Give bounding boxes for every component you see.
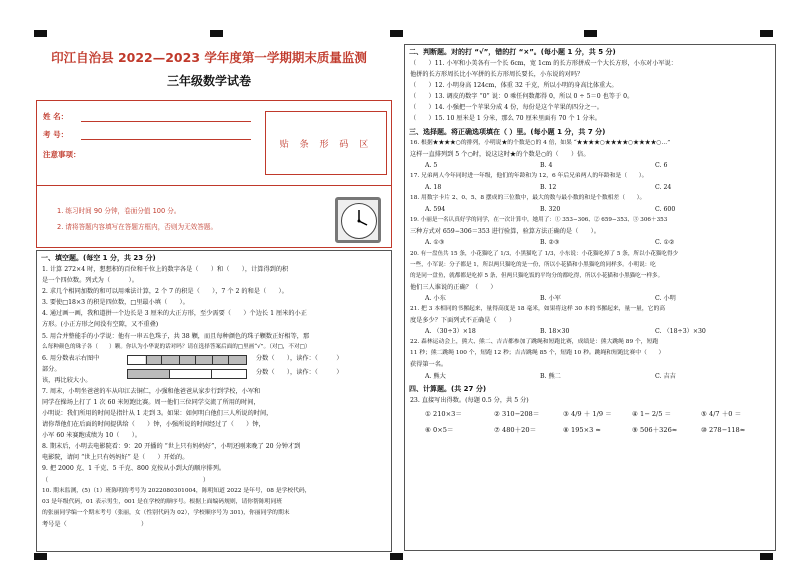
option-a: A. 5: [425, 161, 438, 169]
calc-item: ① 210×3＝: [425, 409, 462, 418]
calc-row-2: [425, 422, 770, 438]
choice-line: 16. 根据★★★★○的排列，小明说★的个数是○的 4 倍，如果 “★★★★○★★★★○★★★★○…”: [410, 139, 671, 146]
judge-line: （ ）13. 调皮的数字 “0” 说：0 乘任何数都得 0，所以 0 ÷ 5＝0 也等于 0。: [410, 93, 634, 101]
choice-line: 17. 兄弟两人今年同时进一年级，他们的年龄和为 12，6 年后兄弟两人的年龄和是（ ）。: [410, 172, 648, 179]
choice-line: 18. 用数字卡片 2、0、5、8 摆成的三位数中，最大的数与最小数的和是个数相差（ ）。: [410, 195, 646, 202]
choice-line: 三种方式对 659−306＝353 进行验算，验算方法正确的是（ ）。: [410, 228, 600, 236]
question-line: 小明说：我们所用的时间是指针从 1 走到 3。如果：如何明白他们三人所说的时间，: [42, 409, 273, 417]
choice-line: 的是同一盘鱼，就都都是吃掉 5 条，但两只猫吃饭的平均分的都吃得，所以小花猫和小黑猫吃一样多。: [410, 272, 664, 279]
notice-2: 2. 请将答题内容填写在答题方框内，否则为无效答题。: [57, 223, 218, 231]
option-c: C. 吉吉: [655, 372, 676, 380]
clock-hands-icon: [342, 204, 376, 238]
option-b: B. 18×30: [540, 328, 570, 336]
clock-image: [335, 197, 381, 243]
question-line: 电影院，请问 “世上只有妈妈好” 是（ ）开始的。: [42, 454, 189, 462]
barcode-area: 贴 条 形 码 区: [265, 111, 387, 175]
id-field[interactable]: [81, 139, 251, 140]
choice-options: [425, 204, 770, 215]
judge-line: （ ）15. 10 厘米是 1 分米，那么 70 厘米里面有 70 个 1 分米。: [410, 115, 601, 123]
fraction-bar-1: [127, 355, 247, 365]
clock-face: [341, 203, 377, 239]
registration-mark: [760, 30, 773, 37]
exam-title: 印江自治县 2022—2023 学年度第一学期期末质量监测: [51, 50, 367, 65]
fraction-bar-2: [127, 369, 247, 379]
choice-line: 20. 有一盘鱼共 15 条，小花猫吃了 1/3，小黑猫吃了 1/3，小东说：小花猫吃掉了 5 条，所以小花猫吃得少: [410, 250, 679, 257]
calc-item: ② 310−208＝: [494, 409, 540, 418]
question-line: 03 是年级代码，01 表示男生，001 是在学校的顺序号。根据上面编码规则，请你帮陈明同班: [42, 498, 283, 505]
option-a: A. 熊大: [425, 372, 446, 380]
registration-mark: [34, 553, 47, 560]
fill-in-section: [36, 250, 392, 552]
option-a: A. ①③: [425, 239, 445, 247]
question-line: 小军 60 米赛跑成绩为 10（ ）。: [42, 432, 141, 440]
option-a: A. 小东: [425, 294, 446, 302]
choice-options: [425, 160, 770, 171]
calc-item: ⑥ 0×5＝: [425, 425, 454, 434]
section-title-judge: 二、判断题。对的打 “√”，错的打 “×”。(每小题 1 分，共 5 分): [409, 48, 616, 56]
question-line: 请你帮他们在后面的时间提供给（ ）钟，小强所说的时间经过了（ ）钟，: [42, 421, 265, 429]
calc-item: ⑩ 278−118≈: [701, 425, 746, 434]
question-line: 部分。: [42, 365, 61, 373]
question-line: 3. 要使□18×3 的积是四位数，□里最小填（ ）。: [42, 299, 189, 307]
question-line: 2. 求几个相同加数的和可以用乘法计算，2 个 7 的积是（ ），7 个 2 的和是（ ）。: [42, 288, 288, 296]
fraction-answer-1: 分数（ ），读作：（ ）: [256, 354, 343, 362]
question-line: 同学在操场上打了 1 次 60 米短跑比赛。周一他们三位同学交流了所用的时间，: [42, 398, 260, 406]
divider: [37, 185, 391, 186]
choice-line: 他们三人谁说的正确？（ ）: [410, 283, 497, 291]
notice-title: 注意事项：: [43, 150, 81, 159]
question-line: 4. 通过画一画，我和道拼一个边长是 3 厘米的大正方形，至少需要（ ）个边长 1 厘米的小正: [42, 310, 307, 318]
option-b: B. 4: [540, 161, 553, 169]
registration-mark: [210, 30, 223, 37]
registration-mark: [390, 553, 403, 560]
option-b: B. 小军: [540, 294, 561, 302]
option-a: A. （30÷3）×18: [425, 328, 476, 336]
calc-row-1: [425, 406, 770, 422]
option-b: B. 320: [540, 206, 561, 214]
right-page: [404, 44, 774, 549]
choice-options: [425, 293, 770, 304]
option-c: C. ①②: [655, 239, 675, 247]
choice-line: 一些，小军说：分子都是 1，所以两只猫吃的是一份，所以小花猫和小黑猫吃的同样多。小明说：吃: [410, 261, 656, 268]
exam-subtitle: 三年级数学试卷: [166, 74, 251, 88]
section-title: 一、填空题。(每空 1 分，共 23 分): [41, 254, 156, 262]
choice-line: 获得第一名。: [410, 361, 448, 369]
calc-item: ⑦ 480＋20＝: [494, 425, 537, 434]
calc-item: ④ 1− 2/5 ＝: [632, 409, 672, 418]
judge-line: （ ）12. 小明身高 124cm，体重 32 千克，所以小明的身高比体重大。: [410, 82, 618, 90]
option-c: C. 600: [655, 206, 676, 214]
option-c: C. 小明: [655, 294, 676, 302]
question-line: 的张丽同学编一个期末考号（张丽，女（性别代码为 02），学校顺序号为 301)，你丽同学的期末: [42, 509, 290, 516]
choice-line: 19. 小丽是一名认真好学的同学，在一次计算中，她用了：① 353−306、② 659−353、③ 306＋353: [410, 217, 668, 224]
question-line: 1. 计算 272×4 时，想想积的百位和千位上的数字各是（ ）和（ ），计算得到的积: [42, 266, 289, 273]
choice-options: [425, 182, 770, 193]
question-line: 7. 周末，小明坐爸爸的车从印江去铜仁，小强和他爸爸从家步行到学校，小军和: [42, 387, 261, 395]
name-field[interactable]: [81, 121, 251, 122]
choice-options: [425, 237, 770, 248]
option-b: B. 12: [540, 183, 557, 191]
section-title-calc: 四、计算题。(共 27 分): [409, 384, 487, 393]
calc-intro: 23. 直接写出得数。(每题 0.5 分，共 5 分): [410, 396, 529, 404]
calc-item: ③ 4/9 ＋ 1/9 ＝: [563, 409, 612, 418]
choice-line: 度是多少？下面列式不正确是（ ）: [410, 317, 516, 325]
question-line: 该，再比较大小。: [42, 376, 92, 384]
choice-options: [425, 371, 770, 382]
choice-line: 22. 森林运动会上，熊大、熊二、吉吉都参加了跳绳和短跑比赛，成绩是：熊大跳绳 89 个，短跑: [410, 339, 659, 346]
calc-item: ⑨ 506＋326≈: [632, 425, 678, 434]
option-c: C. 24: [655, 183, 672, 191]
left-page: [28, 44, 390, 549]
question-line: 么每种颜色的珠子各（ ）颗。你认为小华说的话对吗？请在选择答案后面的□里画“√”。（对□，不对□）: [42, 343, 311, 350]
choice-line: 11 秒；熊二跳绳 100 个，短跑 12 秒；吉吉跳绳 85 个，短跑 10 秒。跳绳和短跑比赛中（ ）: [410, 350, 665, 357]
registration-mark: [390, 30, 403, 37]
option-b: B. ②③: [540, 239, 560, 247]
choice-line: 这样一直排列到 5 个○时，说这这时★的个数是○的（ ）倍。: [410, 150, 590, 158]
choice-line: 21. 把 3 本相同的书摞起来，量得高度是 18 毫米，如果将这样 30 本的书摞起来，量一量，它的高: [410, 305, 666, 312]
option-b: B. 熊二: [540, 372, 561, 380]
question-line: 10. 期末监测，(5)（1）班陈明的考号为 2022080301004，陈明知道 2022 是年号，08 是学校代码，: [42, 487, 311, 494]
choice-options: [425, 326, 770, 337]
question-line: 5. 用合并整能手的小学说：他有一串五色珠子，共 38 颗，而且每种颜色的珠子颗数正好相等，那: [42, 332, 310, 340]
question-line: 方形。(小正方形之间没有空隙，又不重叠): [42, 321, 159, 329]
name-label: 姓 名：: [43, 112, 69, 121]
option-a: A. 594: [425, 206, 446, 214]
notice-1: 1. 练习时间 90 分钟，卷面分值 100 分。: [57, 207, 181, 215]
id-label: 考 号：: [43, 130, 69, 139]
question-line: 8. 期末后，小明去电影院看：9：20 开播的 “世上只有妈妈好”，小明还刚来晚了 20 分钟才到: [42, 443, 301, 451]
calc-item: ⑤ 4/7 ＋0 ＝: [701, 409, 742, 418]
question-line: （ ）: [42, 476, 210, 484]
judge-line: （ ）11. 小军和小美各有一个长 6cm，宽 1cm 的长方形拼成一个大长方形，小东对小军说：: [410, 60, 677, 67]
option-c: C. （18÷3）×30: [655, 328, 706, 336]
section-title-choice: 三、选择题。将正确选项填在（ ）里。(每小题 1 分，共 7 分): [409, 127, 606, 136]
question-line: 是一个四位数。列式为（ ）。: [42, 277, 138, 285]
question-box: [404, 44, 776, 551]
judge-line: 他拼的长方形周长比小军拼的长方形周长要长，小东说的对吗？: [410, 71, 584, 79]
fraction-answer-2: 分数（ ），读作：（ ）: [256, 368, 343, 376]
option-a: A. 18: [425, 183, 442, 191]
question-line: 6. 用分数表示右图中: [42, 354, 100, 362]
registration-mark: [34, 30, 47, 37]
calc-item: ⑧ 195×3 ≈: [563, 425, 601, 434]
judge-line: （ ）14. 小强把一个苹果分成 4 份，每份是这个苹果的四分之一。: [410, 104, 603, 112]
option-c: C. 6: [655, 161, 668, 169]
registration-mark: [760, 553, 773, 560]
question-line: 9. 把 2000 克、1 千克、5 千克、800 克按从小到大的顺序排列。: [42, 465, 226, 473]
question-line: 考号是（ ）: [42, 520, 148, 528]
registration-mark: [584, 30, 597, 37]
fraction-question: [37, 353, 391, 386]
